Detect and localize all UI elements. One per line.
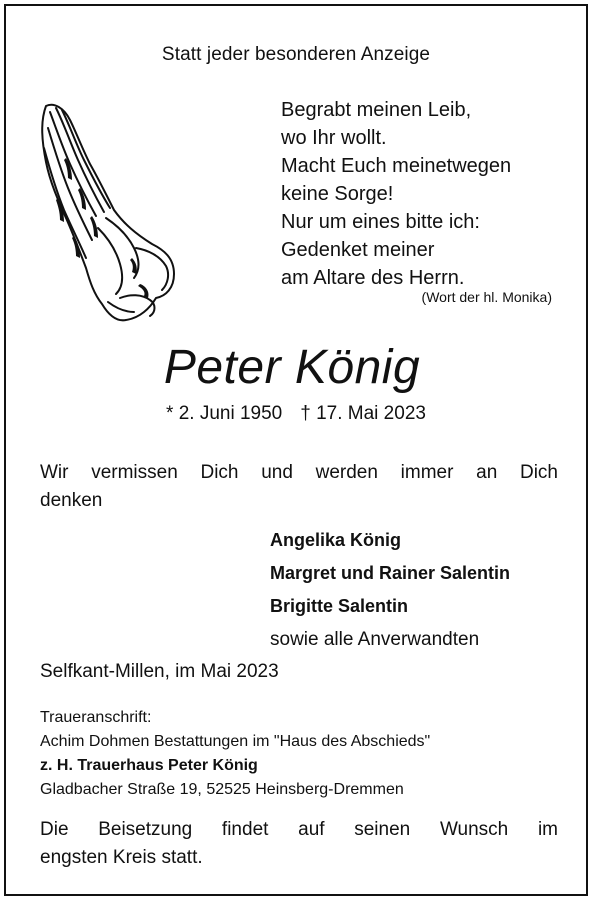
poem-line: wo Ihr wollt. [281, 127, 387, 149]
poem-line: Begrabt meinen Leib, [281, 99, 472, 121]
mourner-name: Margret und Rainer Salentin [270, 563, 511, 583]
header-line: Statt jeder besonderen Anzeige [161, 44, 431, 65]
deceased-name: Peter König [163, 341, 421, 394]
life-dates [6, 403, 586, 425]
obituary-notice [4, 4, 588, 896]
poem-line: Gedenket meiner [281, 239, 435, 261]
mourner-name: Brigitte Salentin [270, 596, 409, 616]
birth-date: * 2. Juni 1950 [166, 403, 283, 424]
burial-note [40, 816, 558, 872]
poem [281, 96, 576, 292]
address-line: z. H. Trauerhaus Peter König [40, 757, 258, 774]
poem-line: Nur um eines bitte ich: [281, 211, 480, 233]
poem-line: Macht Euch meinetwegen [281, 155, 512, 177]
address-line: Achim Dohmen Bestattungen im "Haus des Abschieds" [40, 733, 431, 750]
mourners-list [270, 524, 570, 656]
mourning-message-line: denken [40, 490, 103, 511]
relatives-note: sowie alle Anverwandten [270, 629, 480, 650]
burial-note-line: engsten Kreis statt. [40, 847, 203, 868]
mourning-message-line: Wir vermissen Dich und werden immer an Dich [40, 462, 558, 483]
poem-line: keine Sorge! [281, 183, 394, 205]
poem-line: am Altare des Herrn. [281, 267, 465, 289]
address-line: Gladbacher Straße 19, 52525 Heinsberg-Dremmen [40, 781, 404, 798]
place-date: Selfkant-Millen, im Mai 2023 [40, 661, 279, 682]
mourning-message [40, 459, 558, 515]
poem-citation: (Wort der hl. Monika) [421, 289, 552, 305]
death-date: † 17. Mai 2023 [300, 403, 426, 424]
praying-hands-icon [36, 98, 176, 328]
mourner-name: Angelika König [270, 530, 402, 550]
mourning-address [40, 706, 570, 802]
address-label: Traueranschrift: [40, 709, 152, 726]
burial-note-line: Die Beisetzung findet auf seinen Wunsch im [40, 819, 558, 840]
